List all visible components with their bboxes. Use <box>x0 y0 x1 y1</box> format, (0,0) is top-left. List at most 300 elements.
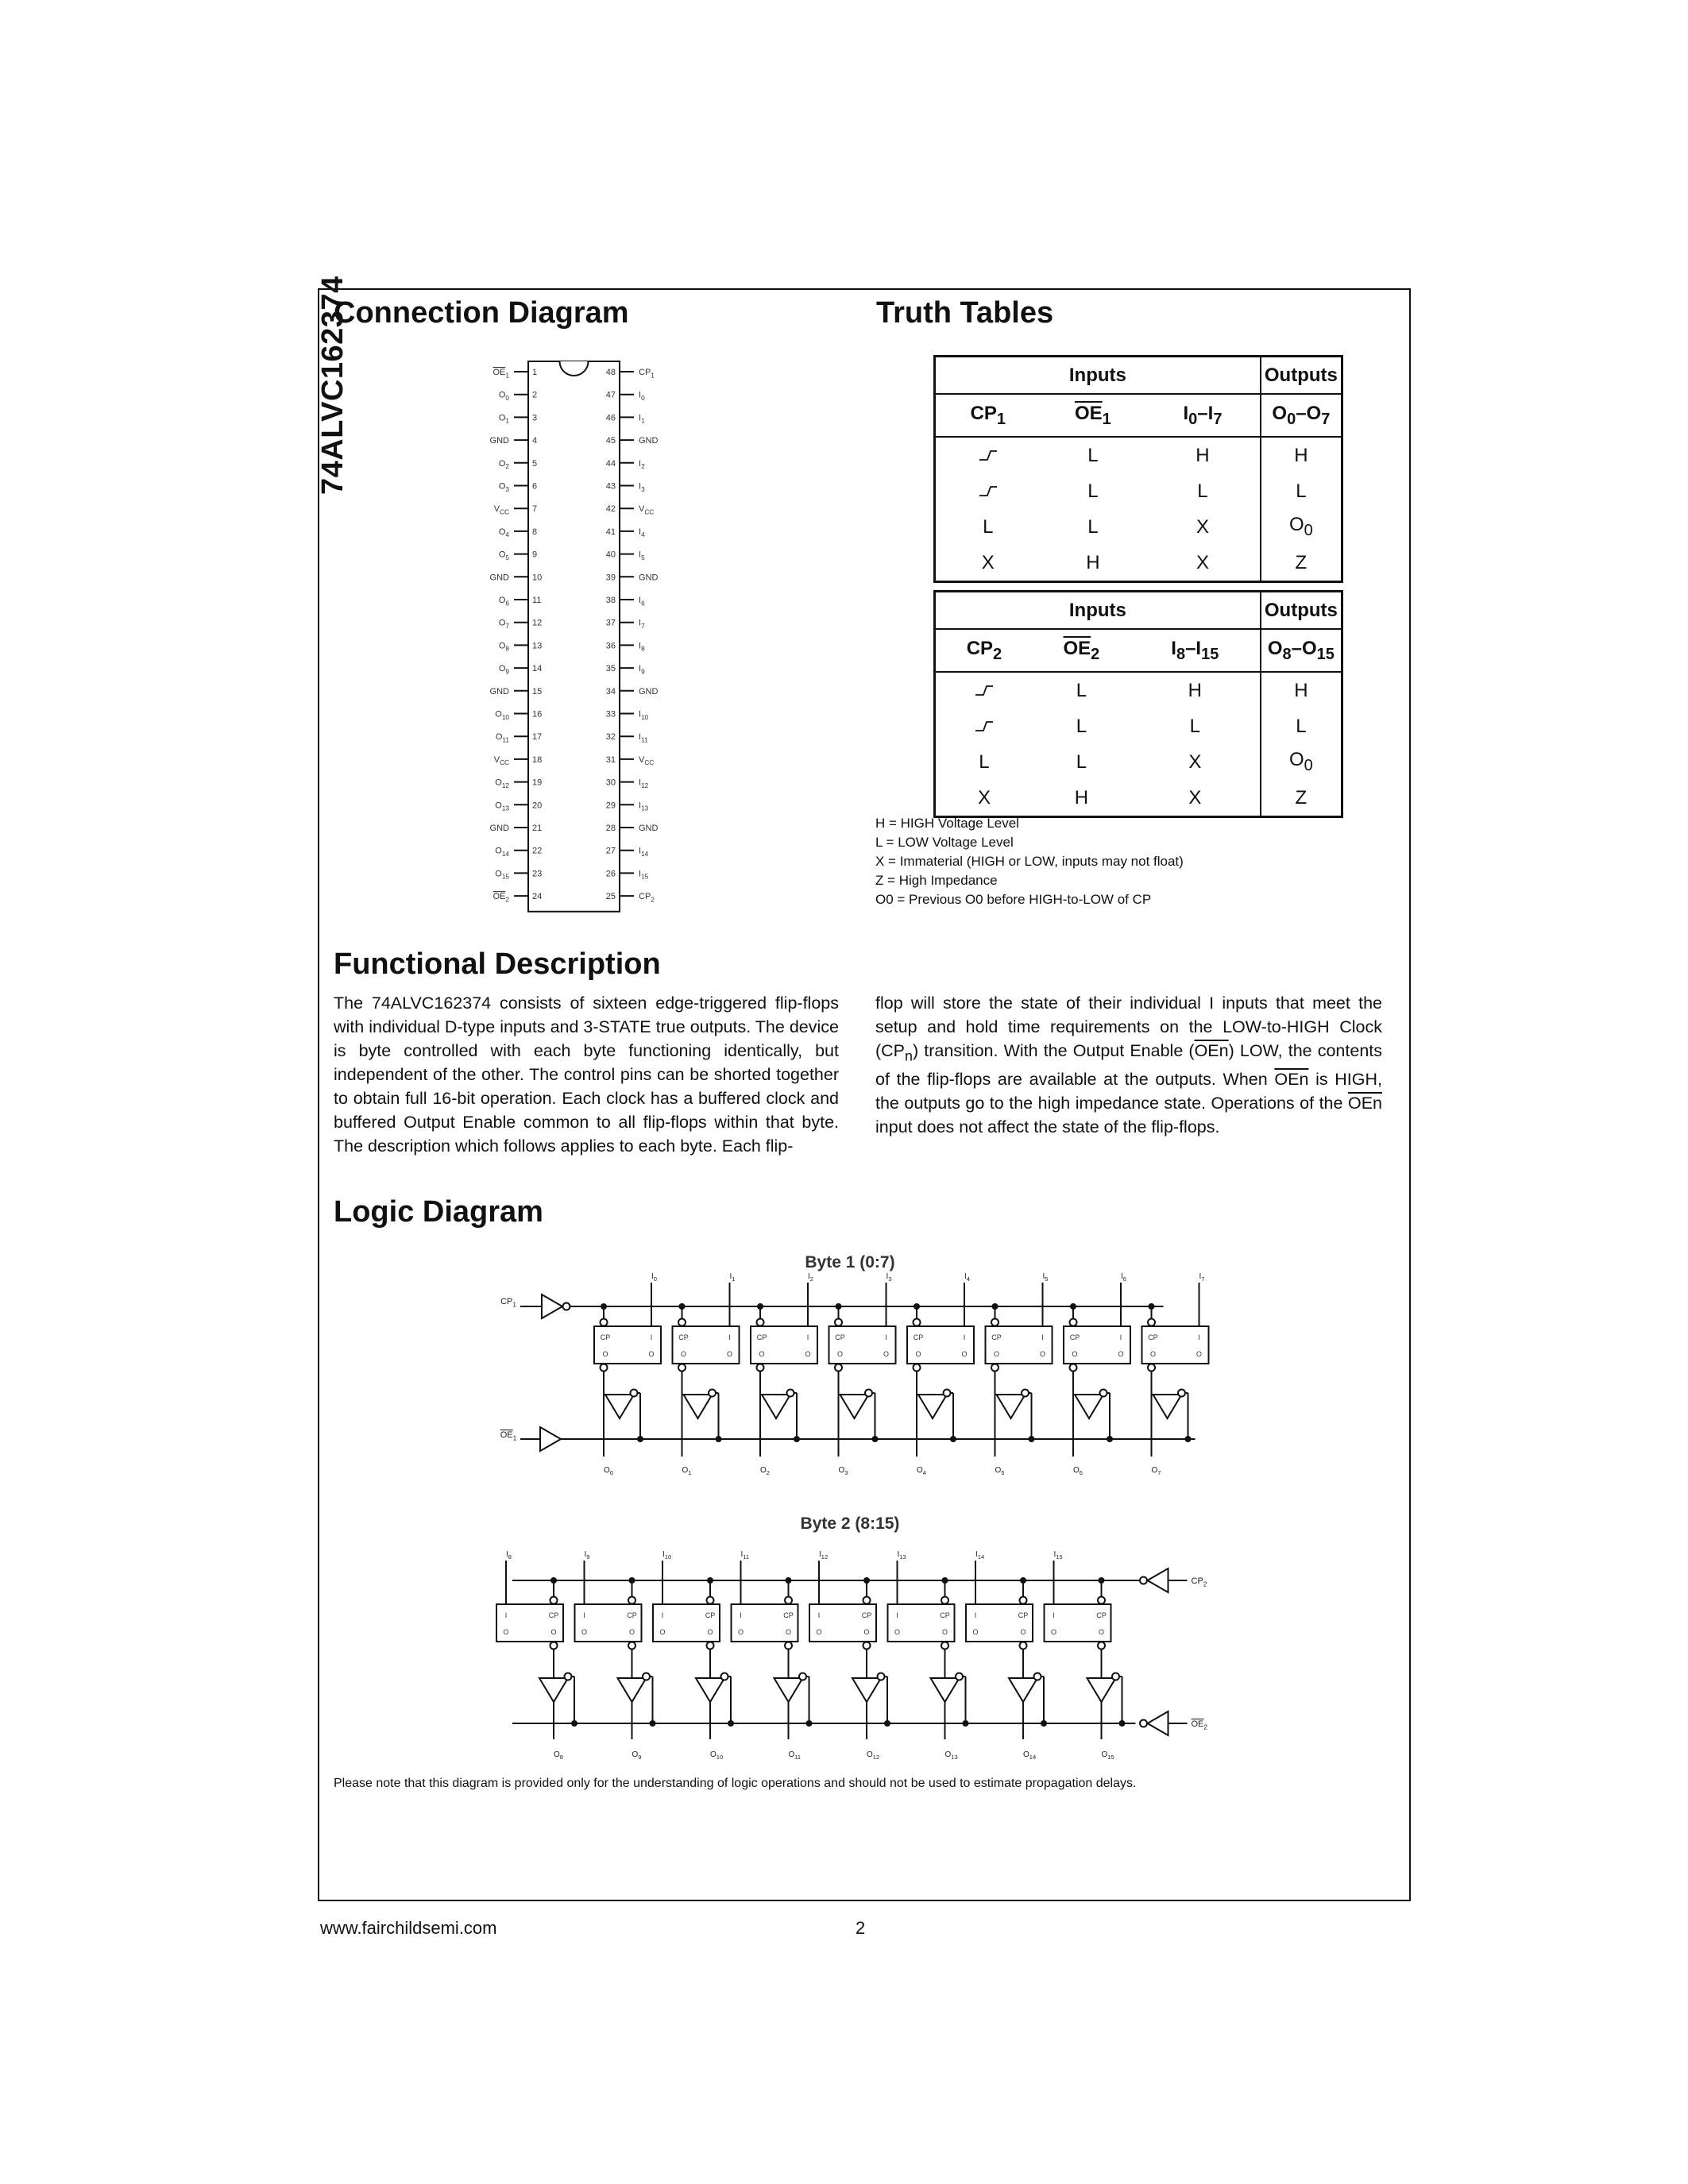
pin-number-left: 10 <box>532 573 543 583</box>
pin-number-left: 12 <box>532 618 543 628</box>
pin-name-left: GND <box>489 436 509 446</box>
pin-number-left: 19 <box>532 778 543 788</box>
inversion-bubble <box>1020 1597 1027 1604</box>
pin-number-right: 38 <box>605 596 616 605</box>
inversion-bubble <box>914 1364 921 1372</box>
junction-dot <box>963 1720 969 1727</box>
pin-name-right: GND <box>639 573 659 583</box>
pin-number-left: 5 <box>532 458 538 469</box>
byte1-input-label: $I_5$ <box>1042 1272 1049 1283</box>
pin-number-right: 46 <box>605 413 616 423</box>
pin-number-left: 2 <box>532 390 538 400</box>
table-cell: L <box>1261 473 1342 509</box>
inversion-bubble <box>863 1597 871 1604</box>
pin-name-right: $I_8$ <box>639 641 645 653</box>
inversion-bubble <box>944 1390 951 1397</box>
pin-number-left: 22 <box>532 846 543 856</box>
ff-cp-label: CP <box>913 1333 924 1341</box>
truth-table-2 <box>933 590 1343 818</box>
table-cell: $O_0$ <box>1261 509 1342 545</box>
legend-h: H = HIGH Voltage Level <box>875 816 1019 831</box>
ff-i-label: I <box>1119 1333 1122 1341</box>
table-cell: L <box>1076 751 1087 773</box>
byte2-output-label: $O_9$ <box>632 1750 642 1761</box>
pin-number-left: 8 <box>532 527 538 537</box>
pin-number-left: 23 <box>532 869 543 879</box>
pin-number-right: 42 <box>605 504 616 515</box>
junction-dot <box>794 1436 800 1442</box>
pin-name-right: $I_1$ <box>639 413 645 425</box>
fd-text-c: ) LOW, the contents of the flip-flops are available at the outputs. When <box>875 1041 1382 1090</box>
fd-oen-2: $\overline{OEn}$ <box>1274 1070 1309 1090</box>
inversion-bubble <box>631 1390 638 1397</box>
rising-edge-icon <box>974 684 995 696</box>
ff-cp-label: CP <box>783 1611 794 1619</box>
column-header: $O_0-O_7$ <box>1261 394 1342 437</box>
inversion-bubble <box>1100 1390 1107 1397</box>
inversion-bubble <box>835 1319 842 1326</box>
junction-dot <box>637 1436 643 1442</box>
ff-o-label: O <box>602 1350 608 1358</box>
oe1-label: $OE_1$ <box>500 1430 517 1442</box>
pin-name-right: $I_6$ <box>639 596 645 608</box>
pin-name-left: $OE_2$ <box>492 892 509 904</box>
ff-i-label: I <box>583 1611 585 1619</box>
byte1-output-label: $O_5$ <box>995 1466 1005 1476</box>
table-cell: Z <box>1261 545 1342 582</box>
inversion-bubble <box>757 1364 764 1372</box>
pin-number-right: 30 <box>605 778 616 788</box>
functional-description-col2 <box>875 991 1382 1139</box>
byte1-output-label: $O_0$ <box>604 1466 613 1476</box>
inversion-bubble <box>1022 1390 1029 1397</box>
ff-o-label: O <box>726 1350 733 1358</box>
column-header: $\overline{OE}_1$ <box>1041 394 1146 437</box>
cp2-buffer <box>1148 1569 1168 1592</box>
ff-o-label: O <box>941 1628 948 1636</box>
output-buffer <box>931 1678 960 1702</box>
pin-name-right: GND <box>639 686 659 696</box>
ff-o-label: O <box>863 1628 870 1636</box>
pin-name-left: $O_{12}$ <box>495 778 509 789</box>
pin-name-left: GND <box>489 824 509 833</box>
inversion-bubble <box>863 1642 871 1650</box>
pin-name-right: $CP_2$ <box>639 892 655 904</box>
table-cell: H <box>1261 672 1342 708</box>
column-header: $I_8-I_{15}$ <box>1130 629 1261 672</box>
byte1-label: Byte 1 (0:7) <box>805 1253 895 1271</box>
connection-diagram-title: Connection Diagram <box>334 296 629 330</box>
ff-o-label: O <box>1118 1350 1124 1358</box>
inputs-header: Inputs <box>935 592 1261 630</box>
byte2-input-label: $I_{10}$ <box>662 1550 672 1561</box>
table-cell: L <box>1189 715 1200 737</box>
byte1-input-label: $I_7$ <box>1199 1272 1205 1283</box>
ff-o-label: O <box>737 1628 744 1636</box>
pin-name-right: $I_0$ <box>639 390 645 402</box>
ff-cp-label: CP <box>705 1611 716 1619</box>
byte1-input-label: $I_2$ <box>808 1272 813 1283</box>
table-cell <box>935 473 1041 509</box>
table-cell: H <box>1188 679 1202 701</box>
junction-dot <box>1185 1436 1192 1442</box>
byte1-input-label: $I_0$ <box>651 1272 657 1283</box>
oe2-label: $OE_2$ <box>1191 1719 1207 1731</box>
pin-number-right: 32 <box>605 732 616 743</box>
pin-number-left: 6 <box>532 481 538 492</box>
pin-number-right: 25 <box>605 892 616 902</box>
ff-cp-label: CP <box>600 1333 611 1341</box>
footer-url[interactable]: www.fairchildsemi.com <box>320 1918 497 1938</box>
byte1-output-label: $O_1$ <box>682 1466 692 1476</box>
table-cell: L <box>1087 515 1099 538</box>
table-cell: Z <box>1261 780 1342 817</box>
pin-number-left: 13 <box>532 641 543 651</box>
inversion-bubble <box>1112 1673 1119 1680</box>
ff-o-label: O <box>1149 1350 1157 1358</box>
table-cell: $O_0$ <box>1261 744 1342 780</box>
pin-name-right: GND <box>639 436 659 446</box>
table-cell: L <box>1261 708 1342 744</box>
table-cell: L <box>1087 444 1099 466</box>
pin-number-left: 24 <box>532 892 543 902</box>
ff-cp-label: CP <box>1148 1333 1158 1341</box>
ff-o-label: O <box>894 1628 901 1636</box>
legend-o0: O0 = Previous O0 before HIGH-to-LOW of CP <box>875 892 1152 907</box>
junction-dot <box>571 1720 577 1727</box>
inversion-bubble <box>785 1597 792 1604</box>
fd-text-e: input does not affect the state of the flip-flops. <box>875 1117 1220 1137</box>
output-buffer <box>684 1395 713 1418</box>
pin-name-left: $O_8$ <box>498 641 509 653</box>
byte2-output-label: $O_{13}$ <box>944 1750 958 1761</box>
pin-number-right: 43 <box>605 481 616 492</box>
legend-x: X = Immaterial (HIGH or LOW, inputs may not float) <box>875 854 1184 869</box>
table-cell: L <box>983 515 994 538</box>
column-header: $I_0-I_7$ <box>1145 394 1261 437</box>
inversion-bubble <box>956 1673 963 1680</box>
legend-l: L = LOW Voltage Level <box>875 835 1014 850</box>
table-row <box>935 509 1342 545</box>
pin-name-right: $V_{CC}$ <box>639 504 655 516</box>
ff-i-label: I <box>885 1333 887 1341</box>
junction-dot <box>1107 1436 1113 1442</box>
pin-number-left: 7 <box>532 504 538 515</box>
ff-cp-label: CP <box>861 1611 872 1619</box>
junction-dot <box>1119 1720 1126 1727</box>
pin-number-right: 35 <box>605 664 616 674</box>
pin-name-left: $O_{10}$ <box>495 709 509 721</box>
table-cell: L <box>1076 679 1087 701</box>
ff-o-label: O <box>785 1628 792 1636</box>
table-cell: H <box>1261 437 1342 473</box>
functional-description-col1: The 74ALVC162374 consists of sixteen edge-triggered flip-flops with individual D-type inputs and 3-STATE true outputs. The device is byte controlled with each byte functioning identically, but independent of the other. The control pins can be shorted together to obtain full 16-bit operation. Each clock has a buffered clock and buffered Output Enable common to all flip-flops within that byte. The description which follows applies to each byte. Each flip- <box>334 994 839 1156</box>
ff-o-label: O <box>1196 1350 1203 1358</box>
inversion-bubble <box>643 1673 650 1680</box>
pin-name-left: $O_3$ <box>498 481 509 493</box>
inversion-bubble <box>799 1673 806 1680</box>
junction-dot <box>728 1720 734 1727</box>
inversion-bubble <box>1098 1642 1105 1650</box>
inversion-bubble <box>835 1364 842 1372</box>
inversion-bubble <box>563 1303 570 1310</box>
pin-name-right: $V_{CC}$ <box>639 754 655 767</box>
pin-number-right: 28 <box>605 824 616 833</box>
ff-o-label: O <box>503 1628 509 1636</box>
junction-dot <box>884 1720 890 1727</box>
pin-number-left: 3 <box>532 413 538 423</box>
table-row <box>935 780 1342 817</box>
ff-o-label: O <box>1072 1350 1078 1358</box>
table-cell: H <box>1086 551 1100 573</box>
ff-i-label: I <box>740 1611 742 1619</box>
pin-name-right: $I_5$ <box>639 550 645 561</box>
fd-text-d: is HIGH, the outputs go to the high impedance state. Operations of the <box>875 1070 1383 1113</box>
outputs-header: Outputs <box>1261 592 1342 630</box>
ff-i-label: I <box>817 1611 821 1619</box>
table-cell <box>935 437 1041 473</box>
inversion-bubble <box>941 1597 948 1604</box>
ff-o-label: O <box>1020 1628 1026 1636</box>
inversion-bubble <box>707 1642 714 1650</box>
table-cell: L <box>1197 480 1208 502</box>
ff-cp-label: CP <box>1018 1611 1029 1619</box>
inversion-bubble <box>709 1390 716 1397</box>
rising-edge-icon <box>978 449 999 461</box>
pin-name-right: $I_{11}$ <box>639 732 648 744</box>
pin-name-left: $O_{13}$ <box>495 801 509 812</box>
ff-i-label: I <box>1198 1333 1200 1341</box>
output-buffer <box>762 1395 790 1418</box>
truth-table-group-header <box>935 357 1342 395</box>
pin-name-right: $I_{13}$ <box>639 801 649 812</box>
ff-i-label: I <box>728 1333 731 1341</box>
truth-table-1 <box>933 355 1343 583</box>
ff-i-label: I <box>974 1611 977 1619</box>
inversion-bubble <box>707 1597 714 1604</box>
ff-o-label: O <box>550 1628 557 1636</box>
table-cell: X <box>977 786 991 808</box>
ff-o-label: O <box>648 1350 655 1358</box>
pin-number-left: 14 <box>532 664 543 674</box>
inputs-header: Inputs <box>935 357 1261 395</box>
fd-sub-n: n <box>905 1048 913 1064</box>
table-cell: X <box>1188 786 1202 808</box>
ff-i-label: I <box>661 1611 664 1619</box>
logic-diagram <box>477 1247 1271 1779</box>
byte2-output-label: $O_{12}$ <box>867 1750 880 1761</box>
table-cell: H <box>1074 786 1089 808</box>
cp1-buffer <box>542 1295 562 1318</box>
ff-o-label: O <box>915 1350 921 1358</box>
pin-number-left: 20 <box>532 801 543 811</box>
inversion-bubble <box>601 1319 608 1326</box>
table-cell: X <box>1188 751 1202 773</box>
table-cell <box>935 708 1033 744</box>
byte1-input-label: $I_6$ <box>1121 1272 1126 1283</box>
column-header: $CP_1$ <box>935 394 1041 437</box>
pin-number-right: 34 <box>605 686 616 696</box>
inversion-bubble <box>721 1673 728 1680</box>
table-cell: L <box>1076 715 1087 737</box>
output-buffer <box>539 1678 568 1702</box>
output-buffer <box>618 1678 647 1702</box>
rising-edge-icon <box>974 720 995 732</box>
ff-cp-label: CP <box>756 1333 767 1341</box>
cp1-label: $CP_1$ <box>500 1297 516 1309</box>
inversion-bubble <box>628 1642 635 1650</box>
ff-o-label: O <box>972 1628 979 1636</box>
column-header: $\overline{OE}_2$ <box>1033 629 1130 672</box>
ff-cp-label: CP <box>548 1611 559 1619</box>
pin-number-right: 26 <box>605 869 616 879</box>
inversion-bubble <box>550 1642 558 1650</box>
junction-dot <box>872 1436 879 1442</box>
table-cell <box>935 672 1033 708</box>
pin-number-left: 1 <box>532 368 538 377</box>
outputs-header: Outputs <box>1261 357 1342 395</box>
table-cell: L <box>1087 480 1099 502</box>
output-buffer <box>1009 1678 1037 1702</box>
pin-number-right: 41 <box>605 527 616 537</box>
inversion-bubble <box>991 1319 999 1326</box>
pin-number-right: 40 <box>605 550 616 560</box>
pin-name-left: $V_{CC}$ <box>493 754 509 767</box>
ff-cp-label: CP <box>678 1333 689 1341</box>
truth-table-column-header <box>935 394 1342 437</box>
output-buffer <box>918 1395 947 1418</box>
ff-i-label: I <box>963 1333 966 1341</box>
inversion-bubble <box>785 1642 792 1650</box>
oe1-buffer <box>540 1427 561 1451</box>
ff-cp-label: CP <box>1069 1333 1080 1341</box>
inversion-bubble <box>914 1319 921 1326</box>
junction-dot <box>1041 1720 1047 1727</box>
byte2-output-label: $O_{14}$ <box>1023 1750 1037 1761</box>
byte1-input-label: $I_4$ <box>964 1272 970 1283</box>
ff-o-label: O <box>961 1350 968 1358</box>
byte2-output-label: $O_{15}$ <box>1101 1750 1114 1761</box>
pin-number-right: 36 <box>605 641 616 651</box>
side-part-number: 74ALVC162374 <box>316 276 350 495</box>
byte2-input-label: $I_{15}$ <box>1053 1550 1063 1561</box>
inversion-bubble <box>1034 1673 1041 1680</box>
inversion-bubble <box>601 1364 608 1372</box>
pin-name-left: $O_7$ <box>498 618 509 630</box>
ff-o-label: O <box>680 1350 687 1358</box>
byte1-output-label: $O_6$ <box>1073 1466 1083 1476</box>
byte1-input-label: $I_1$ <box>729 1272 736 1283</box>
table-row <box>935 437 1342 473</box>
output-buffer <box>696 1678 724 1702</box>
byte1-input-label: $I_3$ <box>886 1272 892 1283</box>
ff-cp-label: CP <box>835 1333 845 1341</box>
pin-name-left: $O_2$ <box>498 458 509 471</box>
pin-number-left: 4 <box>532 436 538 446</box>
column-header: $O_8-O_{15}$ <box>1261 629 1342 672</box>
inversion-bubble <box>1020 1642 1027 1650</box>
junction-dot <box>1029 1436 1035 1442</box>
pin-number-right: 48 <box>605 368 616 377</box>
byte1-output-label: $O_4$ <box>917 1466 926 1476</box>
inversion-bubble <box>1098 1597 1105 1604</box>
oe2-buffer <box>1148 1711 1168 1735</box>
output-buffer <box>852 1678 881 1702</box>
byte1-output-label: $O_2$ <box>760 1466 770 1476</box>
byte2-input-label: $I_{14}$ <box>975 1550 985 1561</box>
pin-name-right: $I_{15}$ <box>639 869 649 881</box>
inversion-bubble <box>565 1673 572 1680</box>
fd-text-a: flop will store the state of their individual I inputs that meet the setup and hold time requirements on the LOW-to-HIGH Clock (CP <box>875 994 1382 1060</box>
byte2-output-label: $O_8$ <box>554 1750 563 1761</box>
inversion-bubble <box>878 1673 885 1680</box>
ff-o-label: O <box>707 1628 713 1636</box>
table-row <box>935 545 1342 582</box>
column-header: $CP_2$ <box>935 629 1033 672</box>
pin-name-right: $I_4$ <box>639 527 645 539</box>
logic-note: Please note that this diagram is provided only for the understanding of logic operations and should not be used to estimate propagation delays. <box>334 1777 1137 1790</box>
pin-name-left: $OE_1$ <box>492 368 509 380</box>
table-cell: X <box>1196 515 1209 538</box>
truth-table-column-header <box>935 629 1342 672</box>
connection-diagram <box>469 345 731 917</box>
truth-table-legend <box>875 814 1184 909</box>
ff-i-label: I <box>504 1611 508 1619</box>
ff-i-label: I <box>1041 1333 1044 1341</box>
inversion-bubble <box>787 1390 794 1397</box>
byte2-input-label: $I_9$ <box>584 1550 590 1561</box>
ff-i-label: I <box>1053 1611 1055 1619</box>
ff-o-label: O <box>836 1350 844 1358</box>
footer-page-number: 2 <box>856 1918 866 1938</box>
pin-name-left: $O_4$ <box>498 527 509 539</box>
ff-cp-label: CP <box>627 1611 637 1619</box>
pin-number-left: 17 <box>532 732 543 743</box>
junction-dot <box>716 1436 722 1442</box>
legend-z: Z = High Impedance <box>875 873 998 888</box>
pin-name-left: $O_1$ <box>498 413 509 425</box>
rising-edge-icon <box>978 484 999 497</box>
ff-i-label: I <box>806 1333 809 1341</box>
ic-notch <box>560 361 589 376</box>
pin-number-right: 47 <box>605 390 616 400</box>
byte2-output-label: $O_{10}$ <box>710 1750 724 1761</box>
inversion-bubble <box>678 1319 686 1326</box>
ff-o-label: O <box>581 1628 588 1636</box>
ff-o-label: O <box>883 1350 890 1358</box>
ff-o-label: O <box>659 1628 666 1636</box>
pin-name-right: $I_2$ <box>639 458 645 471</box>
byte1-output-label: $O_7$ <box>1151 1466 1161 1476</box>
ff-o-label: O <box>628 1628 635 1636</box>
ff-o-label: O <box>805 1350 811 1358</box>
fd-oen-3: $\overline{OEn}$ <box>1347 1094 1382 1113</box>
inversion-bubble <box>1070 1319 1077 1326</box>
ff-o-label: O <box>759 1350 765 1358</box>
inversion-bubble <box>678 1364 686 1372</box>
output-buffer <box>1153 1395 1182 1418</box>
pin-name-right: $CP_1$ <box>639 368 655 380</box>
pin-name-left: GND <box>489 686 509 696</box>
pin-name-left: $O_{15}$ <box>495 869 509 881</box>
fd-oen-1: $\overline{OEn}$ <box>1194 1041 1229 1060</box>
logic-diagram-title: Logic Diagram <box>334 1195 543 1229</box>
pin-number-right: 27 <box>605 846 616 856</box>
pin-name-left: $O_9$ <box>498 664 509 676</box>
byte2-input-label: $I_{12}$ <box>819 1550 829 1561</box>
pin-number-right: 37 <box>605 618 616 628</box>
ff-i-label: I <box>896 1611 898 1619</box>
